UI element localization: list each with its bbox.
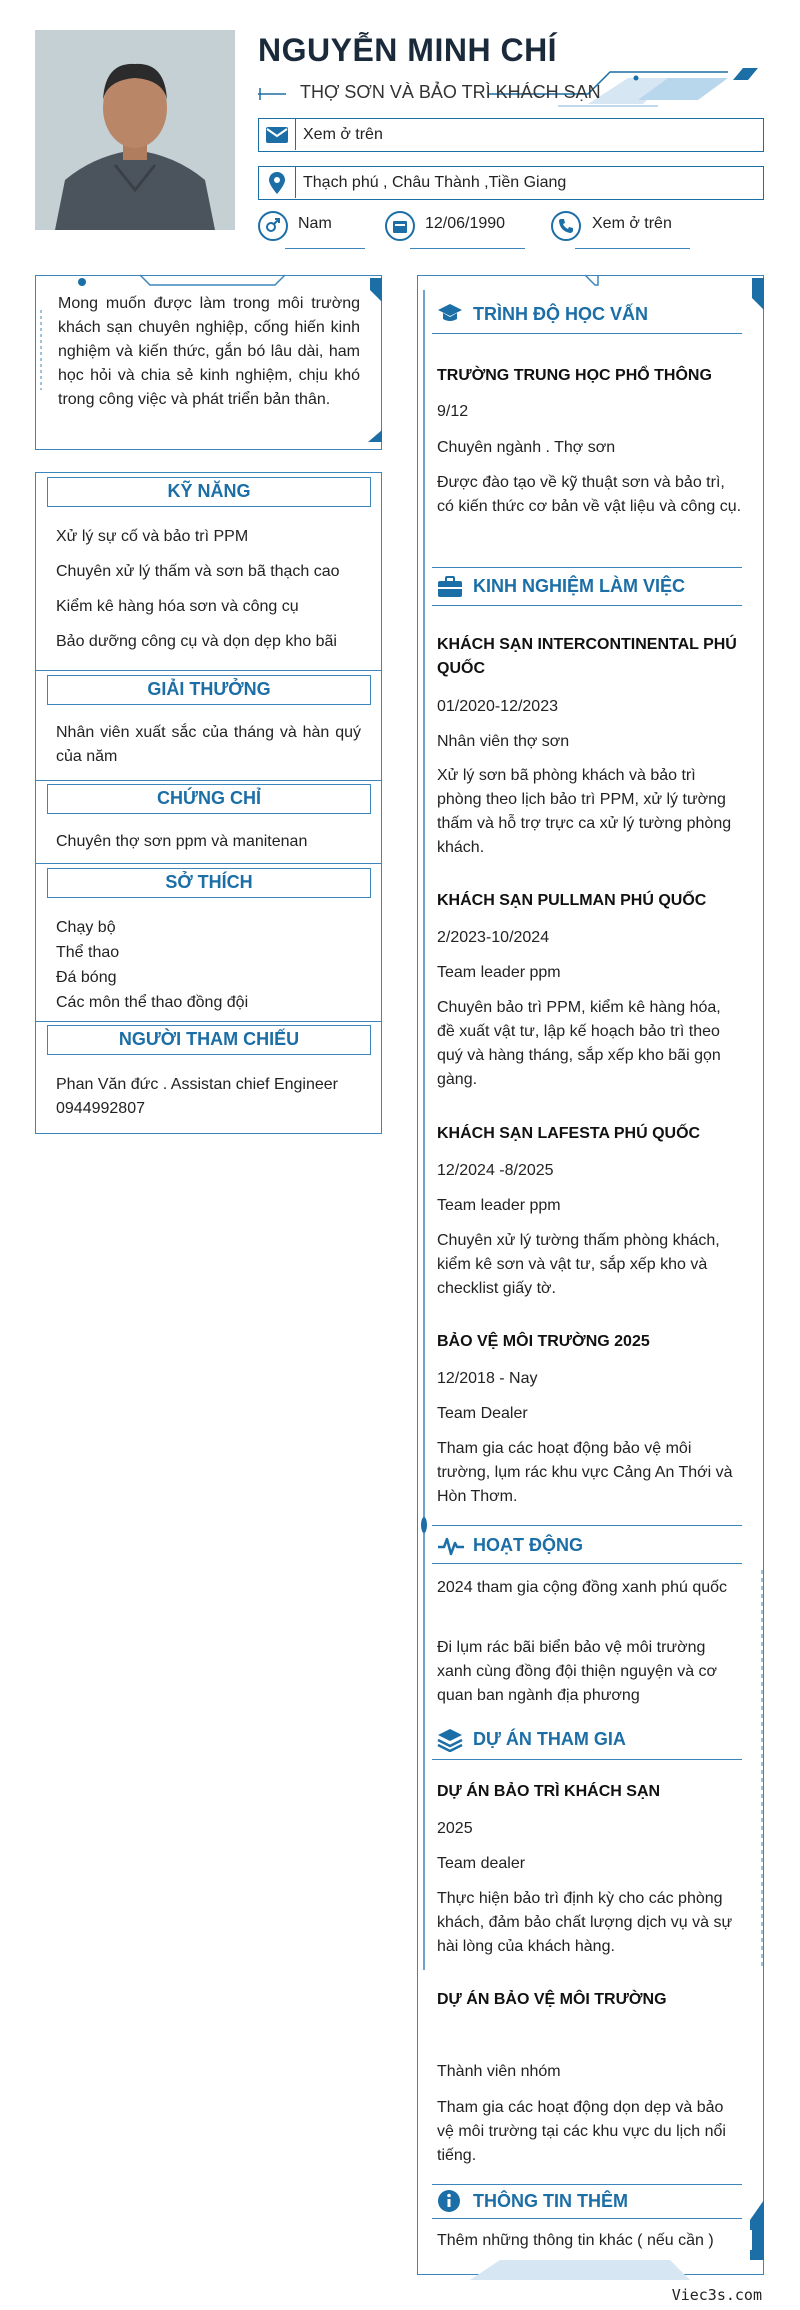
education-desc: Được đào tạo về kỹ thuật sơn và bảo trì, có kiến thức cơ bản về vật liệu và công cụ.: [437, 474, 742, 515]
gender-underline: [285, 248, 365, 249]
project-role: Team dealer: [437, 1855, 526, 1872]
job-role: Nhân viên thợ sơn: [437, 733, 570, 750]
skill-item: Xử lý sự cố và bảo trì PPM: [56, 528, 249, 545]
activity-line: 2024 tham gia cộng đồng xanh phú quốc: [437, 1579, 728, 1596]
address-value: Thạch phú , Châu Thành ,Tiền Giang: [303, 174, 567, 191]
experience-heading-topline: [432, 567, 742, 568]
hobby-item: Các môn thể thao đồng đội: [56, 994, 249, 1011]
birthdate-underline: [410, 248, 525, 249]
gender-icon: [258, 211, 288, 241]
phone-value: Xem ở trên: [592, 215, 672, 232]
email-row: [258, 118, 764, 152]
activities-heading-topline: [432, 1525, 742, 1526]
objective-frame-decoration: [35, 270, 382, 455]
job-role: Team leader ppm: [437, 964, 561, 981]
project-role: Thành viên nhóm: [437, 2063, 561, 2080]
experience-heading: KINH NGHIỆM LÀM VIỆC: [473, 576, 686, 596]
project-desc: Tham gia các hoạt động dọn dẹp và bảo vệ môi trường tại các khu vực du lịch nổi tiếng.: [437, 2099, 726, 2164]
job-period: 12/2024 -8/2025: [437, 1162, 554, 1179]
awards-text: Nhân viên xuất sắc của tháng và hàn quý của năm: [56, 724, 361, 765]
job-desc: Chuyên bảo trì PPM, kiểm kê hàng hóa, đề xuất vật tư, lập kế hoạch bảo trì theo quý và hàng tháng, sắp xếp kho bãi gọn gàng.: [437, 999, 721, 1088]
experience-heading-underline: [432, 605, 742, 606]
projects-heading: DỰ ÁN THAM GIA: [473, 1729, 626, 1749]
education-major: Chuyên ngành . Thợ sơn: [437, 439, 616, 456]
project-name: DỰ ÁN BẢO TRÌ KHÁCH SẠN: [437, 1783, 661, 1800]
education-period: 9/12: [437, 403, 469, 420]
activities-heading: HOẠT ĐỘNG: [473, 1535, 583, 1555]
gender-value: Nam: [298, 215, 332, 232]
candidate-name: NGUYỄN MINH CHÍ: [258, 32, 558, 68]
job-company: KHÁCH SẠN LAFESTA PHÚ QUỐC: [437, 1125, 701, 1142]
phone-icon: [551, 211, 581, 241]
awards-heading: GIẢI THƯỞNG: [47, 675, 371, 705]
job-desc: Chuyên xử lý tường thấm phòng khách, kiểm kê sơn và vật tư, sắp xếp kho và checklist giấy tờ.: [437, 1232, 720, 1297]
divider: [36, 1021, 381, 1022]
project-desc: Thực hiện bảo trì định kỳ cho các phòng khách, đảm bảo chất lượng dịch vụ và sự hài lòng của khách hàng.: [437, 1890, 733, 1955]
job-company: BẢO VỆ MÔI TRƯỜNG 2025: [437, 1333, 650, 1350]
watermark: Viec3s.com: [671, 2286, 762, 2304]
divider: [36, 863, 381, 864]
hobby-item: Thể thao: [56, 944, 120, 961]
info-icon: [437, 2189, 461, 2218]
job-company: KHÁCH SẠN PULLMAN PHÚ QUỐC: [437, 892, 707, 909]
hobby-item: Đá bóng: [56, 969, 117, 986]
address-row: [258, 166, 764, 200]
briefcase-icon: [437, 576, 463, 603]
divider: [36, 670, 381, 671]
reference-phone: 0944992807: [56, 1100, 145, 1117]
job-period: 01/2020-12/2023: [437, 698, 558, 715]
education-heading-underline: [432, 333, 742, 334]
school-name: TRƯỜNG TRUNG HỌC PHỔ THÔNG: [437, 367, 712, 384]
job-role: Team Dealer: [437, 1405, 528, 1422]
projects-heading-underline: [432, 1759, 742, 1760]
email-value: Xem ở trên: [303, 126, 383, 143]
activity-line: Đi lụm rác bãi biển bảo vệ môi trường xanh cùng đồng đội thiện nguyện và cơ quan ban ngành địa phương: [437, 1639, 718, 1704]
email-icon: [259, 119, 296, 150]
job-desc: Xử lý sơn bã phòng khách và bảo trì phòng theo lịch bảo trì PPM, xử lý tường thấm và hỗ trợ trực ca xử lý tường phòng khách.: [437, 767, 732, 856]
job-role: Team leader ppm: [437, 1197, 561, 1214]
extra-heading: THÔNG TIN THÊM: [473, 2191, 628, 2211]
skill-item: Bảo dưỡng công cụ và dọn dẹp kho bãi: [56, 633, 337, 650]
objective-text: Mong muốn được làm trong môi trường khách sạn chuyên nghiệp, cống hiến kinh nghiệm và kiến thức, gắn bó lâu dài, ham học hỏi và chia sẻ kinh nghiệm, chịu khó trong công việc và phát triển bản thân.: [58, 295, 360, 408]
hobbies-heading: SỞ THÍCH: [47, 868, 371, 898]
birthdate-value: 12/06/1990: [425, 215, 506, 232]
job-period: 12/2018 - Nay: [437, 1370, 538, 1387]
job-company: KHÁCH SẠN INTERCONTINENTAL PHÚ QUỐC: [437, 636, 737, 677]
layers-icon: [437, 1728, 463, 1757]
job-title: THỢ SƠN VÀ BẢO TRÌ KHÁCH SẠN: [300, 82, 601, 102]
project-name: DỰ ÁN BẢO VỆ MÔI TRƯỜNG: [437, 1991, 667, 2008]
left-column-panel: [35, 472, 382, 1134]
location-pin-icon: [259, 167, 296, 198]
skill-item: Chuyên xử lý thấm và sơn bã thạch cao: [56, 563, 340, 580]
education-heading: TRÌNH ĐỘ HỌC VẤN: [473, 304, 648, 324]
activities-heading-underline: [432, 1563, 742, 1564]
hobby-item: Chạy bộ: [56, 919, 116, 936]
job-period: 2/2023-10/2024: [437, 929, 550, 946]
phone-underline: [575, 248, 690, 249]
reference-name: Phan Văn đức . Assistan chief Engineer: [56, 1076, 338, 1093]
job-desc: Tham gia các hoạt động bảo vệ môi trường, lụm rác khu vực Cảng An Thới và Hòn Thơm.: [437, 1440, 733, 1505]
skills-heading: KỸ NĂNG: [47, 477, 371, 507]
certificates-text: Chuyên thợ sơn ppm và manitenan: [56, 833, 308, 850]
skill-item: Kiểm kê hàng hóa sơn và công cụ: [56, 598, 299, 615]
extra-text: Thêm những thông tin khác ( nếu cần ): [437, 2232, 714, 2249]
graduation-cap-icon: [437, 302, 463, 329]
extra-heading-underline: [432, 2218, 742, 2219]
extra-heading-topline: [432, 2184, 742, 2185]
references-heading: NGƯỜI THAM CHIẾU: [47, 1025, 371, 1055]
heartbeat-icon: [437, 1535, 465, 1562]
divider: [36, 780, 381, 781]
certificates-heading: CHỨNG CHỈ: [47, 784, 371, 814]
birthday-icon: [385, 211, 415, 241]
profile-photo: [35, 30, 235, 230]
project-year: 2025: [437, 1820, 473, 1837]
